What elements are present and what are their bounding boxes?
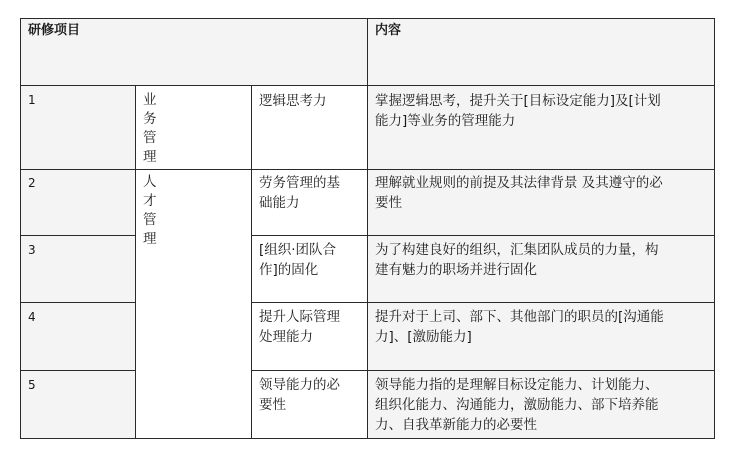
num-row-2-bg — [20, 169, 135, 235]
header-training-item: 研修项目 — [28, 23, 81, 38]
content-text: 建有魅力的职场并进行固化 — [375, 262, 537, 278]
content-text: 理解就业规则的前提及其法律背景 及其遵守的必 — [375, 175, 663, 191]
row-number: 4 — [28, 310, 36, 324]
item-label: 劳务管理的基 — [259, 175, 340, 191]
header-content: 内容 — [375, 23, 402, 38]
row-number: 1 — [28, 93, 36, 107]
row-number: 2 — [28, 176, 36, 190]
num-row-1-bg — [20, 85, 135, 169]
rule-row4-bottom-b — [251, 370, 715, 371]
item-label: 处理能力 — [259, 329, 313, 345]
group-label-talent: 人才管理 — [143, 174, 157, 247]
item-label: 提升人际管理 — [259, 309, 340, 325]
num-row-5-bg — [20, 370, 135, 438]
item-label: [组织·团队合 — [259, 242, 337, 258]
rule-row4-bottom-a — [20, 370, 135, 371]
num-row-3-bg — [20, 235, 135, 302]
row-number: 3 — [28, 243, 36, 257]
content-text: 掌握逻辑思考，提升关于[目标设定能力]及[计划 — [375, 93, 661, 109]
content-text: 力、自我革新能力的必要性 — [375, 417, 537, 433]
item-label: 逻辑思考力 — [259, 93, 327, 109]
content-text: 提升对于上司、部下、其他部门的职员的[沟通能 — [375, 309, 664, 325]
num-row-4-bg — [20, 302, 135, 370]
item-label: 要性 — [259, 397, 286, 413]
rule-row2-bottom-b — [251, 235, 715, 236]
content-text: 能力]等业务的管理能力 — [375, 113, 516, 129]
content-text: 为了构建良好的组织，汇集团队成员的力量，构 — [375, 242, 659, 258]
item-label: 础能力 — [259, 195, 300, 211]
rule-left — [20, 18, 21, 439]
rule-col3 — [251, 85, 252, 439]
item-label: 领导能力的必 — [259, 377, 340, 393]
group-label-business: 业务管理 — [143, 92, 157, 165]
content-text: 组织化能力、沟通能力，激励能力、部下培养能 — [375, 397, 659, 413]
rule-col4 — [367, 18, 368, 439]
item-label: 作]的固化 — [259, 262, 319, 278]
content-text: 要性 — [375, 195, 402, 211]
row-number: 5 — [28, 378, 36, 392]
content-text: 领导能力指的是理解目标设定能力、计划能力、 — [375, 377, 659, 393]
rule-row2-bottom-a — [20, 235, 135, 236]
rule-right — [714, 18, 715, 439]
rule-col2 — [135, 85, 136, 439]
rule-row3-bottom-a — [20, 302, 135, 303]
rule-row3-bottom-b — [251, 302, 715, 303]
content-text: 力]、[激励能力] — [375, 329, 472, 345]
